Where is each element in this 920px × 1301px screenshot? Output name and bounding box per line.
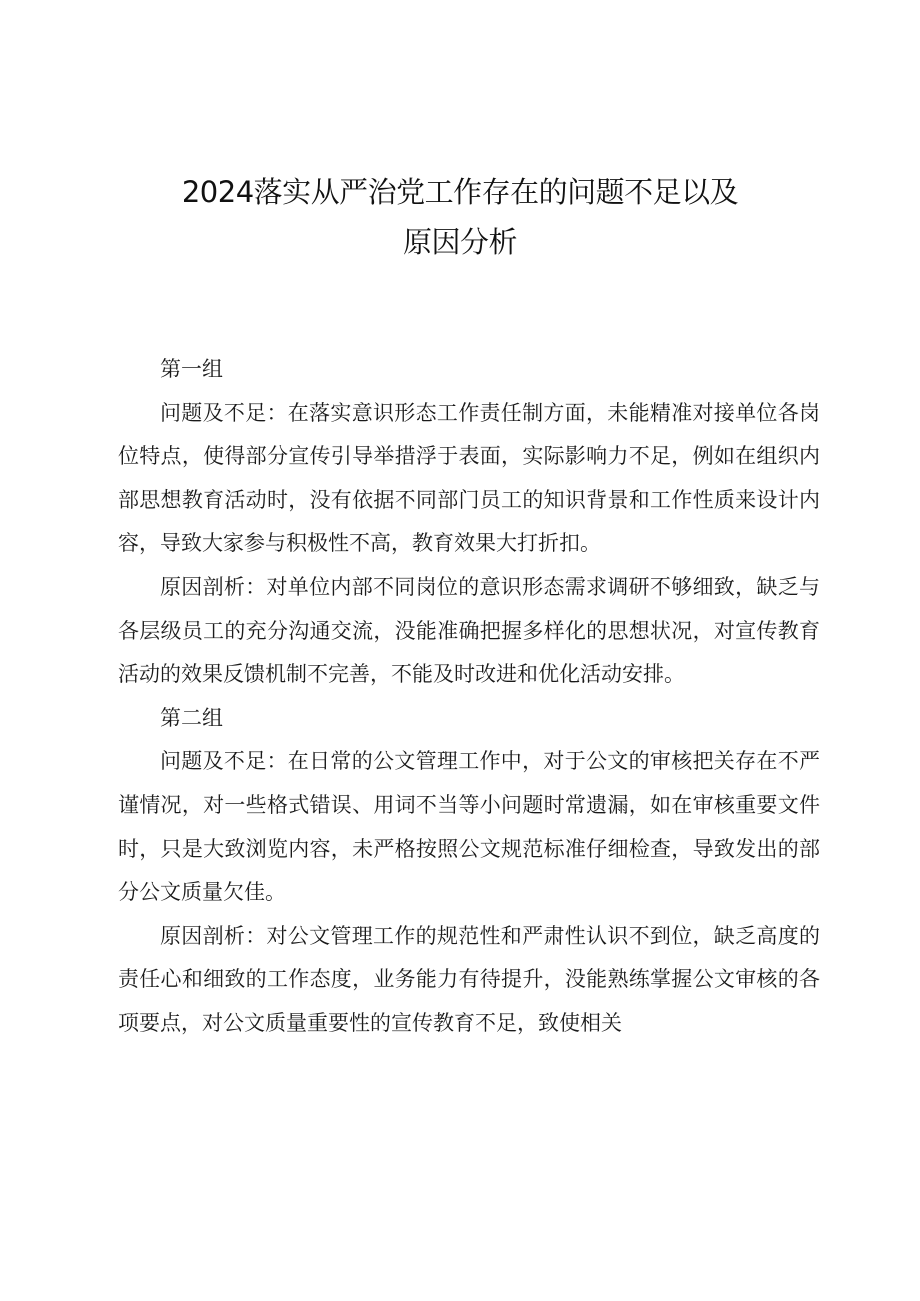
paragraph-problems-1: 问题及不足：在落实意识形态工作责任制方面，未能精准对接单位各岗位特点，使得部分宣传引导举措浮于表面，实际影响力不足，例如在组织内部思想教育活动时，没有依据不同部门员工的知识背景和工作性质来设计内容，导致大家参与积极性不高，教育效果大打折扣。 [118, 400, 820, 556]
document-title-line-2: 原因分析 [402, 225, 517, 259]
paragraph-causes-2: 原因剖析：对公文管理工作的规范性和严肃性认识不到位，缺乏高度的责任心和细致的工作态度，业务能力有待提升，没能熟练掌握公文审核的各项要点，对公文质量重要性的宣传教育不足，致使相关 [118, 923, 820, 1035]
document-title-line-1: 2024落实从严治党工作存在的问题不足以及 [181, 175, 739, 209]
group-heading-2: 第二组 [160, 705, 223, 730]
document-body [118, 348, 820, 1046]
paragraph-problems-2: 问题及不足：在日常的公文管理工作中，对于公文的审核把关存在不严谨情况，对一些格式错误、用词不当等小问题时常遗漏，如在审核重要文件时，只是大致浏览内容，未严格按照公文规范标准仔细检查，导致发出的部分公文质量欠佳。 [118, 749, 820, 905]
group-heading-1: 第一组 [160, 357, 223, 381]
paragraph-causes-1: 原因剖析：对单位内部不同岗位的意识形态需求调研不够细致，缺乏与各层级员工的充分沟通交流，没能准确把握多样化的思想状况，对宣传教育活动的效果反馈机制不完善，不能及时改进和优化活动安排。 [118, 574, 820, 687]
